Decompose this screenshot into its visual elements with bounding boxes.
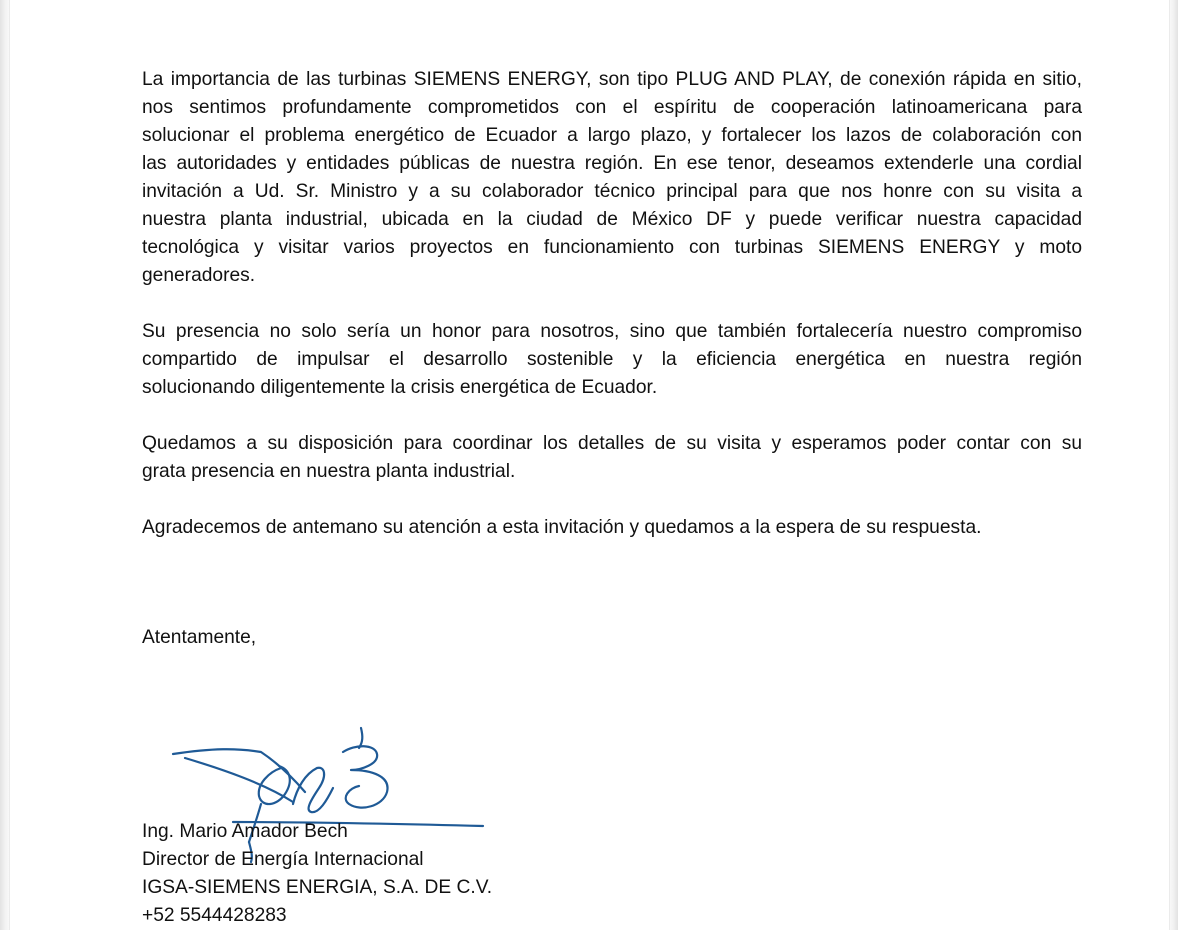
paragraph-line: nos sentimos profundamente comprometidos con el espíritu de cooperación latinoamericana para [142, 97, 1082, 118]
paragraph-line: compartido de impulsar el desarrollo sostenible y la eficiencia energética en nuestra región [142, 349, 1082, 370]
paragraph-line: La importancia de las turbinas SIEMENS ENERGY, son tipo PLUG AND PLAY, de conexión rápida en sitio, [142, 69, 1082, 90]
paragraph-invitation [142, 66, 1082, 290]
paragraph-thanks [142, 514, 1082, 542]
paragraph-line: Quedamos a su disposición para coordinar los detalles de su visita y esperamos poder contar con su [142, 433, 1082, 454]
paragraph-line: Su presencia no solo sería un honor para nosotros, sino que también fortalecería nuestro compromiso [142, 321, 1082, 342]
paragraph-disposition [142, 430, 1082, 486]
paragraph-line: nuestra planta industrial, ubicada en la ciudad de México DF y puede verificar nuestra capacidad [142, 209, 1082, 230]
paragraph-presence [142, 318, 1082, 402]
paragraph-line: grata presencia en nuestra planta industrial. [142, 461, 516, 482]
paragraph-line: solucionando diligentemente la crisis energética de Ecuador. [142, 377, 658, 398]
page-edge-right [1169, 0, 1178, 930]
paragraph-line: las autoridades y entidades públicas de nuestra región. En ese tenor, deseamos extenderle una cordial [142, 153, 1082, 174]
paragraph-line: tecnológica y visitar varios proyectos en funcionamiento con turbinas SIEMENS ENERGY y moto [142, 237, 1082, 258]
paragraph-line: solucionar el problema energético de Ecuador a largo plazo, y fortalecer los lazos de colaboración con [142, 125, 1082, 146]
signer-phone: +52 5544428283 [142, 905, 287, 926]
paragraph-line: generadores. [142, 265, 256, 286]
closing-salutation: Atentamente, [142, 627, 257, 648]
signer-company: IGSA-SIEMENS ENERGIA, S.A. DE C.V. [142, 877, 493, 898]
signer-name: Ing. Mario Amador Bech [142, 821, 348, 842]
page-edge-left [0, 0, 10, 930]
paragraph-line: Agradecemos de antemano su atención a esta invitación y quedamos a la espera de su respuesta. [142, 517, 982, 538]
signer-title: Director de Energía Internacional [142, 849, 424, 870]
signer-details [142, 818, 492, 930]
letter-page [10, 0, 1169, 930]
paragraph-line: invitación a Ud. Sr. Ministro y a su colaborador técnico principal para que nos honre con su visita a [142, 181, 1082, 202]
